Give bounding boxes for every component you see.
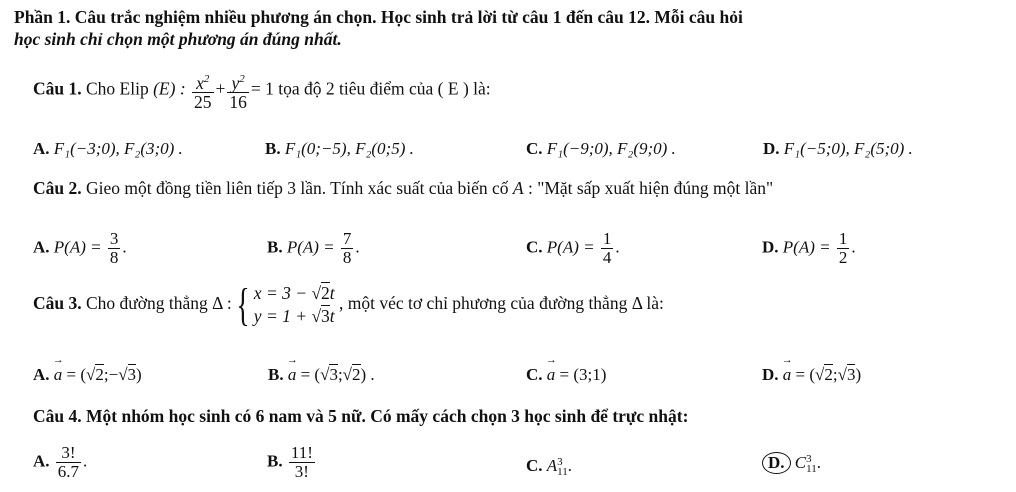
option-label: B. xyxy=(267,237,283,257)
question-2-quote: : "Mặt sấp xuất hiện đúng một lần" xyxy=(527,178,774,198)
probability-fraction: $\frac{7}{8}$ xyxy=(342,229,352,267)
option-label: D. xyxy=(762,365,779,384)
question-3-label: Câu 3. xyxy=(33,293,82,314)
question-3-text-before: Cho đường thẳng xyxy=(86,293,208,314)
question-1-text-after: tọa độ 2 tiêu điểm của ( E ) là: xyxy=(278,78,491,99)
q1-option-d[interactable] xyxy=(763,139,913,159)
q4-option-d[interactable]: D. C 3 11 . xyxy=(762,452,821,474)
option-text: F₁(0;−5), F₂(0;5) . xyxy=(284,139,414,158)
q2-option-b[interactable]: B. P(A) = $\frac{7}{8}$ . xyxy=(267,229,360,267)
option-label: C. xyxy=(526,365,543,384)
option-label: A. xyxy=(33,365,50,384)
section-header xyxy=(14,6,743,50)
fraction-x2-25: $\frac{x^2}{25}$ xyxy=(192,70,214,111)
q2-option-a[interactable]: A. P(A) = $\frac{3}{8}$ . xyxy=(33,229,127,267)
q3-option-c[interactable]: C. → a = (3;1) xyxy=(526,365,606,385)
q4-option-a[interactable]: A. $\frac{3!}{6.7}$ . xyxy=(33,443,88,481)
question-1: Câu 1. Cho Elip (E) : $\frac{x^2}{25}$ + $\frac{y^2}{16}$ = 1 tọa độ 2 tiêu điểm của ( E ) là: xyxy=(33,70,491,111)
option-label: D. xyxy=(762,237,779,257)
header-line-2: học sinh chỉ chọn một phương án đúng nhất. xyxy=(14,29,342,49)
q2-option-c[interactable]: C. P(A) = $\frac{1}{4}$ . xyxy=(526,229,620,267)
probability-fraction: $\frac{3}{8}$ xyxy=(109,229,119,267)
answer-fraction: $\frac{3!}{6.7}$ xyxy=(57,443,80,481)
option-label: A. xyxy=(33,139,50,158)
option-label: C. xyxy=(526,237,543,257)
option-label: B. xyxy=(268,365,284,384)
parametric-system: x = 3 − √2t y = 1 + √3t xyxy=(253,283,335,326)
option-text: F₁(−5;0), F₂(5;0) . xyxy=(783,139,913,158)
question-3-text-after: , một véc tơ chỉ phương của đường thẳng Δ là: xyxy=(339,293,664,314)
question-3 xyxy=(33,279,664,330)
header-line-1: Phần 1. Câu trắc nghiệm nhiều phương án chọn. Học sinh trả lời từ câu 1 đến câu 12. Mỗi câu hỏi xyxy=(14,7,743,27)
option-label: D. xyxy=(763,139,780,158)
q4-option-b[interactable] xyxy=(267,444,317,481)
event-name: A xyxy=(512,178,524,198)
q3-option-d[interactable]: D. → a = (√2;√3) xyxy=(762,365,861,385)
option-label: A. xyxy=(33,451,50,471)
q1-option-a[interactable] xyxy=(33,139,183,159)
question-4 xyxy=(33,406,688,427)
q2-option-d[interactable]: D. P(A) = $\frac{1}{2}$ . xyxy=(762,229,856,267)
option-label: A. xyxy=(33,237,50,257)
delta-label: Δ : xyxy=(212,293,232,314)
question-4-label: Câu 4. xyxy=(33,406,82,426)
option-label: C. xyxy=(526,139,543,158)
option-label: B. xyxy=(265,139,281,158)
option-text: F₁(−9;0), F₂(9;0) . xyxy=(546,139,676,158)
question-4-text: Một nhóm học sinh có 6 nam và 5 nữ. Có mấy cách chọn 3 học sinh để trực nhật: xyxy=(86,406,689,426)
q1-option-b[interactable] xyxy=(265,139,414,159)
q4-option-c[interactable]: C. A 3 11 . xyxy=(526,456,573,479)
system-brace: { xyxy=(236,279,250,330)
fraction-y2-16: $\frac{y^2}{16}$ xyxy=(227,70,249,111)
question-1-text-before: Cho Elip xyxy=(86,78,149,99)
selected-answer-circle: D. xyxy=(762,452,791,474)
ellipse-name: (E) : xyxy=(153,78,186,99)
question-1-label: Câu 1. xyxy=(33,78,82,99)
option-label: C. xyxy=(526,456,543,475)
question-2 xyxy=(33,178,773,199)
option-label: B. xyxy=(267,451,283,471)
q1-option-c[interactable] xyxy=(526,139,676,159)
q3-option-a[interactable]: A. → a = (√2;−√3) xyxy=(33,365,142,385)
q3-option-b[interactable]: B. → a = (√3;√2) . xyxy=(268,365,375,385)
probability-fraction: $\frac{1}{2}$ xyxy=(838,229,848,267)
answer-fraction: $\frac{11!}{3!}$ xyxy=(290,443,313,481)
question-2-text: Gieo một đồng tiền liên tiếp 3 lần. Tính xác suất của biến cố xyxy=(86,178,509,198)
question-2-label: Câu 2. xyxy=(33,178,82,198)
option-text: F₁(−3;0), F₂(3;0) . xyxy=(53,139,183,158)
probability-fraction: $\frac{1}{4}$ xyxy=(602,229,612,267)
